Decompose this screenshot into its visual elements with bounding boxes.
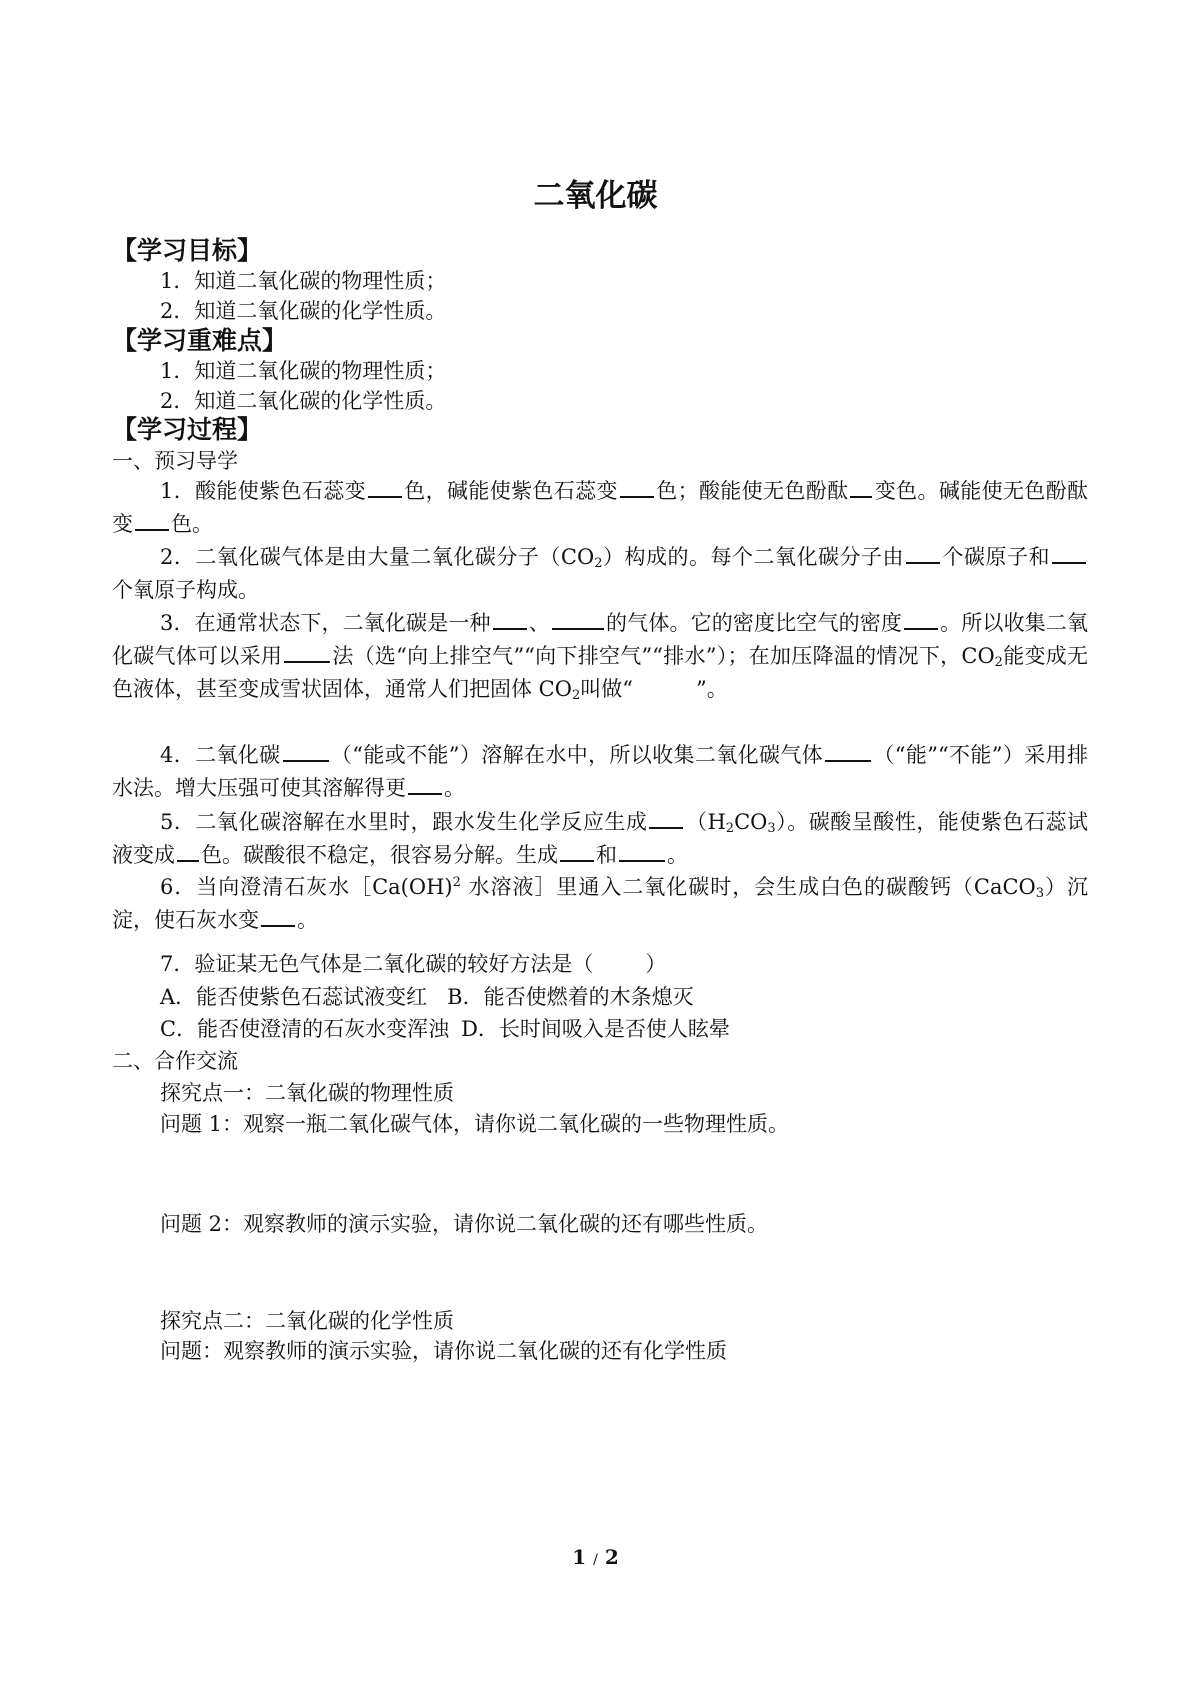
option-a[interactable]: A．能否使紫色石蕊试液变红 [160,985,428,1009]
heading-process: 【学习过程】 [112,415,263,444]
option-b[interactable]: B．能否使燃着的木条熄灭 [447,985,694,1009]
probe-2: 探究点二：二氧化碳的化学性质 [160,1309,454,1333]
objective-item-2: 2．知道二氧化碳的化学性质。 [160,299,447,323]
part1-title: 一、预习导学 [112,449,238,473]
question-4: 4．二氧化碳 （“能或不能”）溶解在水中，所以收集二氧化碳气体 （“能”“不能”）采用排水法。增大压强可使其溶解得更 。 [112,743,1088,800]
answer-blank[interactable] [906,544,940,564]
answer-blank[interactable] [904,610,938,630]
question-7-options-ab [160,984,694,1010]
probe-1-question-1: 问题 1：观察一瓶二氧化碳气体，请你说二氧化碳的一些物理性质。 [160,1112,790,1136]
answer-blank[interactable] [283,742,329,762]
answer-blank[interactable] [493,610,527,630]
answer-blank[interactable] [619,842,665,862]
heading-objectives: 【学习目标】 [112,236,263,265]
question-3: 3．在通常状态下，二氧化碳是一种 、 的气体。它的密度比空气的密度 。所以收集二氧化碳气体可以采用 法（选“向上排空气”“向下排空气”“排水”）；在加压降温的情况下，$CO_2$能变成无色液体，甚至变成雪状固体，通常人们把固体 $CO_2$叫做“ ”。 [112,611,1088,703]
answer-blank[interactable] [368,478,402,498]
document-title: 二氧化碳 [533,178,658,214]
answer-blank[interactable] [408,775,442,795]
question-5: 5．二氧化碳溶解在水里时，跟水发生化学反应生成 $(H_2CO_3)$。碳酸呈酸性，能使紫色石蕊试液变成 色。碳酸很不稳定，很容易分解。生成 和 。 [112,810,1089,867]
answer-blank[interactable] [560,842,594,862]
question-6: 6．当向澄清石灰水［Ca(OH)$^2$ 水溶液］里通入二氧化碳时，会生成白色的碳酸钙（CaCO$_3$）沉淀，使石灰水变 。 [112,875,1088,932]
objective-item-1: 1．知道二氧化碳的物理性质； [160,269,447,293]
key-point-item-2: 2．知道二氧化碳的化学性质。 [160,389,447,413]
question-7-options-cd [160,1016,730,1042]
page-number: 1 / 2 [572,1545,619,1569]
question-7-stem: 7．验证某无色气体是二氧化碳的较好方法是（ ） [160,952,667,976]
question-1: 1．酸能使紫色石蕊变 色，碱能使紫色石蕊变 色；酸能使无色酚酞 变色。碱能使无色酚酞变 色。 [112,479,1089,536]
answer-blank[interactable] [284,643,330,663]
option-c[interactable]: C．能否使澄清的石灰水变浑浊 [160,1017,450,1041]
answer-blank[interactable] [850,478,872,498]
answer-blank[interactable] [620,478,654,498]
answer-blank[interactable] [261,907,295,927]
answer-blank[interactable] [1052,544,1086,564]
probe-2-question: 问题：观察教师的演示实验，请你说二氧化碳的还有化学性质 [160,1339,727,1363]
option-d[interactable]: D．长时间吸入是否使人眩晕 [461,1017,730,1041]
answer-blank[interactable] [177,842,199,862]
answer-blank[interactable] [552,610,604,630]
key-point-item-1: 1．知道二氧化碳的物理性质； [160,359,447,383]
answer-blank[interactable] [825,742,871,762]
heading-key-points: 【学习重难点】 [112,326,288,355]
probe-1-question-2: 问题 2：观察教师的演示实验，请你说二氧化碳的还有哪些性质。 [160,1212,769,1236]
answer-blank[interactable] [649,809,683,829]
question-2: 2．二氧化碳气体是由大量二氧化碳分子$(CO_2)$构成的。每个二氧化碳分子由 个碳原子和个氧原子构成。 [112,541,1088,607]
part2-title: 二、合作交流 [112,1049,238,1073]
probe-1: 探究点一：二氧化碳的物理性质 [160,1081,454,1105]
answer-blank[interactable] [135,511,169,531]
